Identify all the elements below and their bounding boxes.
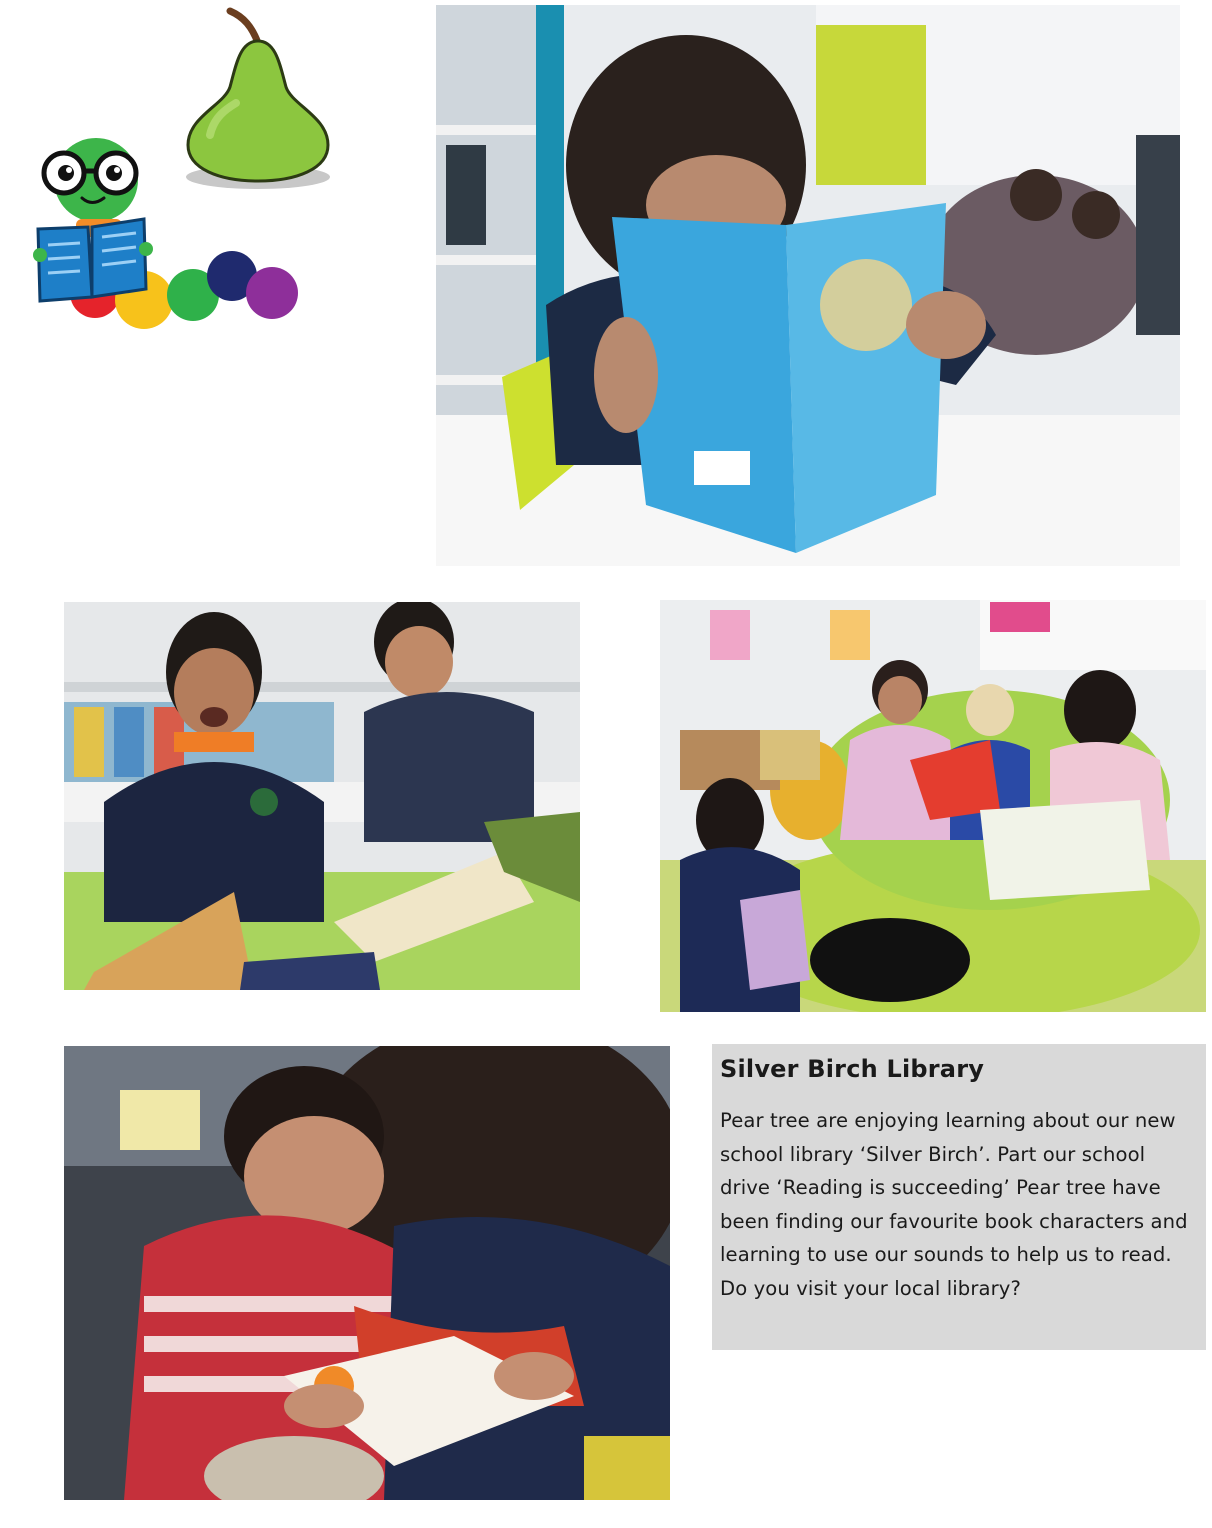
photo-girl-reading-book-icon [436, 5, 1180, 566]
library-description: Pear tree are enjoying learning about our new school library ‘Silver Birch’. Part our school drive ‘Reading is succeeding’ Pear tree have been finding our favourite book characters and learning to use our sounds to help us to read. Do you visit your local library? [720, 1109, 1188, 1300]
photo-two-children-sharing [64, 1046, 670, 1500]
bookworm-pear-logo [30, 5, 340, 335]
bookworm-with-pear-logo-icon [30, 5, 340, 335]
photo-boys-reading-books-icon [64, 602, 580, 990]
photo-two-children-sharing-book-icon [64, 1046, 670, 1500]
photo-girl-reading [436, 5, 1180, 566]
photo-children-on-beanbag-icon [660, 600, 1206, 1012]
library-title: Silver Birch Library [720, 1055, 985, 1083]
photo-boys-reading [64, 602, 580, 990]
photo-children-beanbag [660, 600, 1206, 1012]
library-info-box [712, 1044, 1206, 1350]
